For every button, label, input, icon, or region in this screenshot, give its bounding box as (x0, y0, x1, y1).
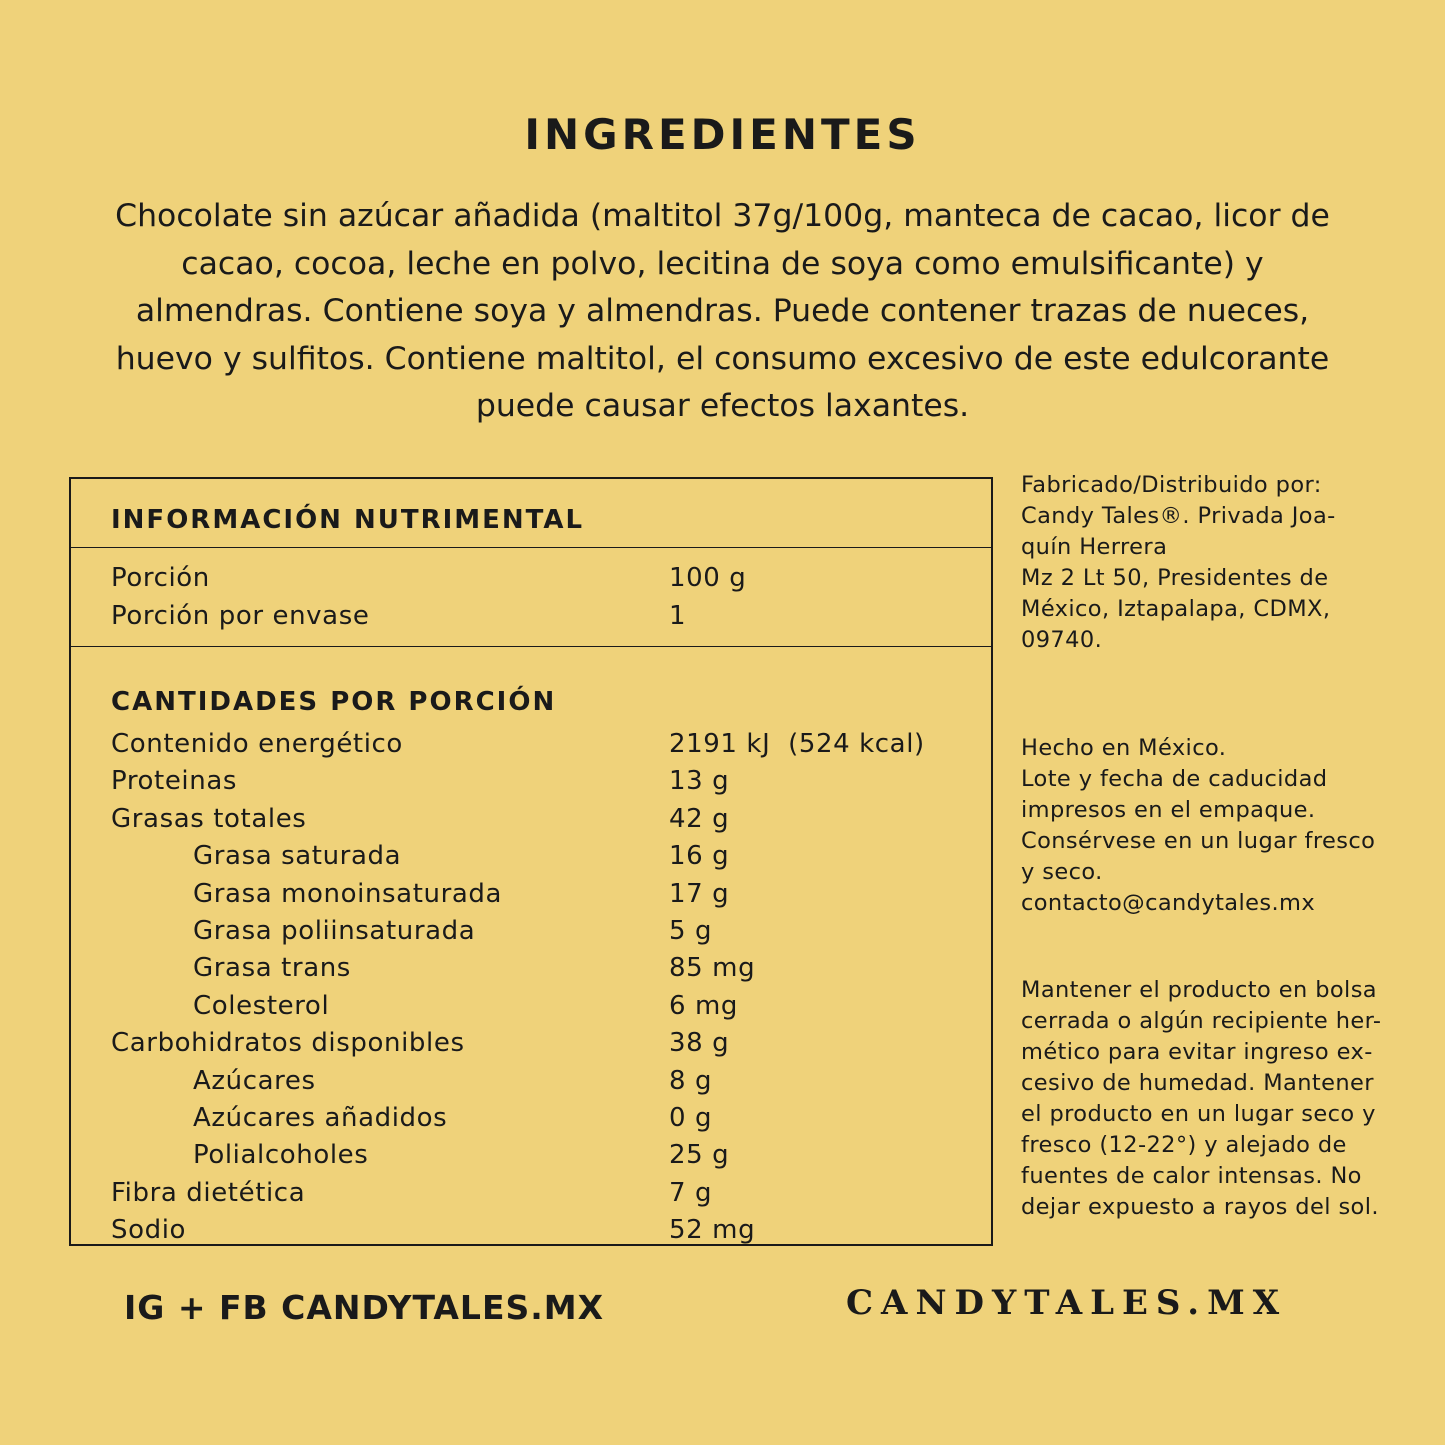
storage-info (1021, 975, 1421, 1223)
nutrient-label: Sodio (111, 1215, 187, 1246)
divider (71, 646, 991, 647)
servings-per-package-label: Porción por envase (111, 601, 370, 631)
ingredients-title: INGREDIENTES (524, 110, 921, 159)
nutrient-label: Contenido energético (111, 729, 403, 759)
nutrient-value: 8 g (669, 1065, 713, 1096)
manufacturer-line: México, Iztapalapa, CDMX, (1021, 596, 1331, 622)
ingredients-line: Chocolate sin azúcar añadida (maltitol 37g/100g, manteca de cacao, licor de (115, 198, 1330, 234)
nutrient-label: Grasas totales (111, 803, 307, 834)
nutrient-value: 42 g (669, 803, 730, 834)
servings-per-package-value: 1 (669, 601, 687, 631)
serving-label: Porción (111, 563, 210, 593)
manufacturer-line: Mz 2 Lt 50, Presidentes de (1021, 565, 1329, 591)
nutrient-label: Grasa monoinsaturada (193, 878, 503, 909)
nutrient-value: 16 g (669, 841, 730, 872)
nutrient-value: 5 g (669, 916, 713, 946)
origin-line: y seco. (1021, 859, 1103, 885)
nutrition-panel (69, 477, 993, 1246)
manufacturer-info (1021, 470, 1421, 656)
nutrient-label: Grasa poliinsaturada (193, 916, 476, 946)
storage-line: mético para evitar ingreso ex- (1021, 1039, 1373, 1065)
ingredients-line: almendras. Contiene soya y almendras. Puede contener trazas de nueces, (135, 293, 1310, 329)
nutrient-value: 6 mg (669, 990, 739, 1021)
nutrient-label: Polialcoholes (193, 1140, 369, 1171)
nutrient-value: 17 g (669, 878, 730, 909)
nutrient-label: Fibra dietética (111, 1177, 306, 1208)
nutrition-title: INFORMACIÓN NUTRIMENTAL (111, 505, 585, 535)
nutrient-label: Azúcares (193, 1065, 316, 1096)
amounts-title: CANTIDADES POR PORCIÓN (111, 687, 557, 717)
origin-line: impresos en el empaque. (1021, 797, 1316, 823)
storage-line: el producto en un lugar seco y (1021, 1101, 1376, 1127)
storage-line: fuentes de calor intensas. No (1021, 1163, 1362, 1189)
contact-email[interactable]: contacto@candytales.mx (1021, 890, 1316, 916)
nutrient-label: Proteinas (111, 766, 238, 797)
storage-line: dejar expuesto a rayos del sol. (1021, 1194, 1379, 1220)
social-handle[interactable]: IG + FB CANDYTALES.MX (124, 1288, 605, 1327)
website-link[interactable]: CANDYTALES.MX (846, 1283, 1288, 1323)
storage-line: Mantener el producto en bolsa (1021, 977, 1377, 1003)
ingredients-line: cacao, cocoa, leche en polvo, lecitina de soya como emulsificante) y (181, 245, 1264, 282)
nutrient-label: Carbohidratos disponibles (111, 1028, 465, 1059)
nutrient-value: 13 g (669, 766, 730, 797)
nutrient-value: 25 g (669, 1140, 730, 1171)
divider (71, 547, 991, 548)
storage-line: fresco (12-22°) y alejado de (1021, 1132, 1347, 1158)
origin-info (1021, 733, 1421, 919)
nutrient-label: Colesterol (193, 990, 330, 1021)
nutrient-value: 2191 kJ (524 kcal) (669, 729, 925, 759)
nutrient-label: Azúcares añadidos (193, 1103, 448, 1133)
storage-line: cesivo de humedad. Mantener (1021, 1070, 1374, 1096)
nutrient-label: Grasa saturada (193, 841, 402, 872)
manufacturer-line: 09740. (1021, 627, 1103, 653)
origin-line: Hecho en México. (1021, 735, 1227, 761)
nutrient-label: Grasa trans (193, 953, 351, 984)
origin-line: Consérvese en un lugar fresco (1021, 828, 1376, 854)
storage-line: cerrada o algún recipiente her- (1021, 1008, 1382, 1034)
ingredients-text (70, 193, 1375, 431)
nutrient-value: 85 mg (669, 953, 756, 984)
manufacturer-line: Candy Tales®. Privada Joa- (1021, 503, 1336, 529)
nutrient-value: 38 g (669, 1028, 730, 1059)
ingredients-line: puede causar efectos laxantes. (475, 388, 970, 424)
origin-line: Lote y fecha de caducidad (1021, 766, 1328, 792)
manufacturer-line: Fabricado/Distribuido por: (1021, 472, 1322, 498)
serving-value: 100 g (669, 563, 747, 593)
nutrient-value: 52 mg (669, 1215, 756, 1246)
ingredients-line: huevo y sulfitos. Contiene maltitol, el consumo excesivo de este edulcorante (115, 340, 1330, 377)
nutrient-value: 0 g (669, 1103, 713, 1133)
manufacturer-line: quín Herrera (1021, 534, 1168, 560)
nutrient-value: 7 g (669, 1177, 713, 1208)
